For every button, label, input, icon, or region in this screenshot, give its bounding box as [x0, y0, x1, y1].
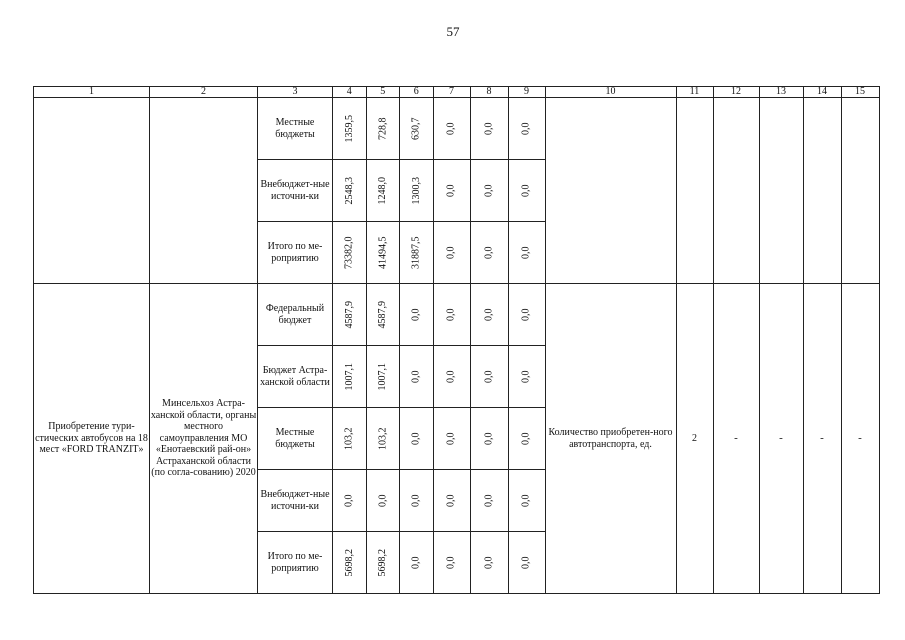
header-cell: 11: [676, 87, 713, 98]
value-cell: 4587,9: [366, 284, 400, 346]
header-cell: 3: [258, 87, 333, 98]
page-number: 57: [446, 24, 460, 39]
value-cell: 0,0: [508, 98, 545, 160]
value-cell: 5698,2: [366, 532, 400, 594]
value-cell: 103,2: [333, 408, 367, 470]
value-cell: 4587,9: [333, 284, 367, 346]
value-cell: 0,0: [508, 222, 545, 284]
col13-cell: -: [759, 284, 803, 594]
source-cell: Итого по ме-роприятию: [258, 222, 333, 284]
value-cell: 0,0: [433, 346, 470, 408]
value-cell: 103,2: [366, 408, 400, 470]
value-cell: 73382,0: [333, 222, 367, 284]
value-cell: 0,0: [433, 532, 470, 594]
value-cell: 1359,5: [333, 98, 367, 160]
header-cell: 12: [713, 87, 759, 98]
col11-cell-empty: [676, 98, 713, 284]
col12-cell: -: [713, 284, 759, 594]
header-cell: 8: [470, 87, 508, 98]
value-cell: 0,0: [508, 346, 545, 408]
header-cell: 6: [400, 87, 434, 98]
event-cell: Приобретение тури-стических автобусов на 18 мест «FORD TRANZIT»: [34, 284, 150, 594]
table-row: [34, 284, 880, 346]
col14-cell: -: [803, 284, 841, 594]
value-cell: 0,0: [470, 284, 508, 346]
value-cell: 0,0: [508, 408, 545, 470]
value-cell: 0,0: [433, 160, 470, 222]
header-cell: 13: [759, 87, 803, 98]
value-cell: 0,0: [508, 532, 545, 594]
indicator-cell: Количество приобретен-ного автотранспорта, ед.: [545, 284, 676, 594]
value-cell: 0,0: [470, 98, 508, 160]
value-cell: 1248,0: [366, 160, 400, 222]
source-cell: Местные бюджеты: [258, 98, 333, 160]
value-cell: 0,0: [508, 284, 545, 346]
col12-cell-empty: [713, 98, 759, 284]
value-cell: 0,0: [433, 98, 470, 160]
value-cell: 0,0: [433, 408, 470, 470]
header-cell: 2: [150, 87, 258, 98]
value-cell: 0,0: [366, 470, 400, 532]
header-cell: 4: [333, 87, 367, 98]
value-cell: 0,0: [470, 160, 508, 222]
value-cell: 1007,1: [366, 346, 400, 408]
value-cell: 0,0: [433, 470, 470, 532]
header-row: [34, 87, 880, 98]
source-cell: Бюджет Астра-ханской области: [258, 346, 333, 408]
value-cell: 630,7: [400, 98, 434, 160]
value-cell: 0,0: [470, 408, 508, 470]
header-cell: 10: [545, 87, 676, 98]
header-cell: 14: [803, 87, 841, 98]
col15-cell: -: [841, 284, 879, 594]
value-cell: 41494,5: [366, 222, 400, 284]
header-cell: 7: [433, 87, 470, 98]
value-cell: 0,0: [470, 470, 508, 532]
value-cell: 0,0: [470, 532, 508, 594]
value-cell: 728,8: [366, 98, 400, 160]
value-cell: 1300,3: [400, 160, 434, 222]
value-cell: 0,0: [433, 284, 470, 346]
header-cell: 5: [366, 87, 400, 98]
col11-cell: 2: [676, 284, 713, 594]
value-cell: 0,0: [433, 222, 470, 284]
source-cell: Федеральный бюджет: [258, 284, 333, 346]
source-cell: Внебюджет-ные источни-ки: [258, 160, 333, 222]
value-cell: 1007,1: [333, 346, 367, 408]
value-cell: 0,0: [400, 470, 434, 532]
table-row: [34, 98, 880, 160]
header-cell: 1: [34, 87, 150, 98]
value-cell: 0,0: [400, 284, 434, 346]
event-cell-empty: [34, 98, 150, 284]
value-cell: 0,0: [400, 346, 434, 408]
source-cell: Итого по ме-роприятию: [258, 532, 333, 594]
executor-cell-empty: [150, 98, 258, 284]
source-cell: Местные бюджеты: [258, 408, 333, 470]
value-cell: 5698,2: [333, 532, 367, 594]
program-table: [33, 86, 880, 594]
value-cell: 0,0: [470, 222, 508, 284]
col13-cell-empty: [759, 98, 803, 284]
value-cell: 0,0: [400, 532, 434, 594]
value-cell: 0,0: [470, 346, 508, 408]
header-cell: 15: [841, 87, 879, 98]
value-cell: 31887,5: [400, 222, 434, 284]
value-cell: 0,0: [508, 160, 545, 222]
value-cell: 0,0: [400, 408, 434, 470]
col15-cell-empty: [841, 98, 879, 284]
value-cell: 2548,3: [333, 160, 367, 222]
header-cell: 9: [508, 87, 545, 98]
indicator-cell-empty: [545, 98, 676, 284]
source-cell: Внебюджет-ные источни-ки: [258, 470, 333, 532]
col14-cell-empty: [803, 98, 841, 284]
value-cell: 0,0: [333, 470, 367, 532]
executor-cell: Минсельхоз Астра-ханской области, органы местного самоуправления МО «Енотаевский рай-он» Астраханской области (по согла-сованию) 2020: [150, 284, 258, 594]
value-cell: 0,0: [508, 470, 545, 532]
